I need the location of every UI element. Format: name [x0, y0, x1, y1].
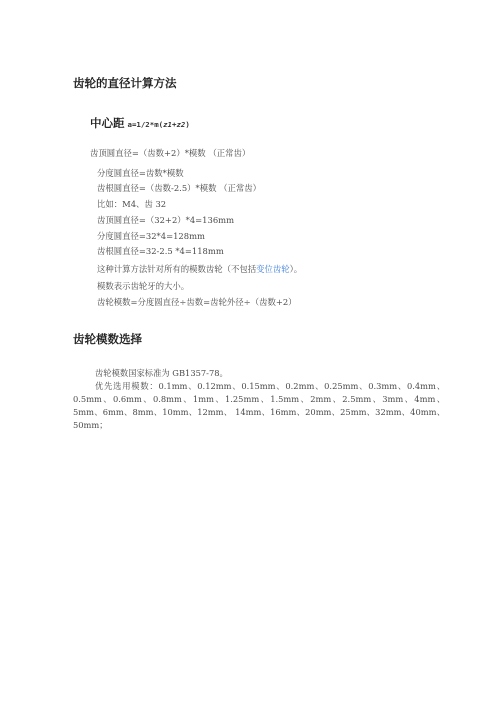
center-distance-heading [90, 115, 190, 131]
page-title: 齿轮的直径计算方法 [73, 76, 177, 90]
text-line: 齿顶圆直径=（齿数+2）*模数 （正常齿） [90, 148, 251, 158]
text-line: 齿根圆直径=32-2.5 *4=118mm [97, 246, 224, 256]
text-line: 分度圆直径=32*4=128mm [97, 231, 205, 241]
scope-note-text: 这种计算方法针对所有的模数齿轮（不包括 [97, 264, 257, 274]
standard-line: 齿轮模数国家标准为 GB1357-78。 [95, 368, 228, 378]
preferred-modulus-list: 优先选用模数：0.1mm、0.12mm、0.15mm、0.2mm、0.25mm、0.3mm、0.4mm、0.5mm、0.6mm、0.8mm、1mm、1.25mm、1.5mm、2mm、2.5mm、3mm、4mm、5mm、6mm、8mm、10mm、12mm、 14mm、16mm、20mm、25mm、32mm、40mm、50mm； [73, 381, 445, 430]
center-distance-formula: a=1/2*m(z1+z2) [127, 120, 190, 129]
section-heading-modulus-selection: 齿轮模数选择 [73, 332, 142, 346]
text-line: 齿根圆直径=（齿数-2.5）*模数 （正常齿） [97, 183, 262, 193]
text-line: 齿顶圆直径=（32+2）*4=136mm [97, 215, 235, 225]
modulus-paragraph [73, 367, 445, 432]
center-distance-label: 中心距 [90, 116, 125, 130]
variable-gear-link[interactable]: 变位齿轮 [256, 264, 290, 274]
modulus-definition: 模数表示齿轮牙的大小。 [97, 281, 190, 291]
text-line: 比如：M4、齿 32 [97, 199, 167, 209]
scope-note [97, 264, 302, 274]
gear-modulus-formula: 齿轮模数=分度圆直径÷齿数=齿轮外径÷（齿数+2） [97, 297, 297, 307]
scope-note-end: ）。 [289, 264, 303, 274]
text-line: 分度圆直径=齿数*模数 [97, 168, 184, 178]
